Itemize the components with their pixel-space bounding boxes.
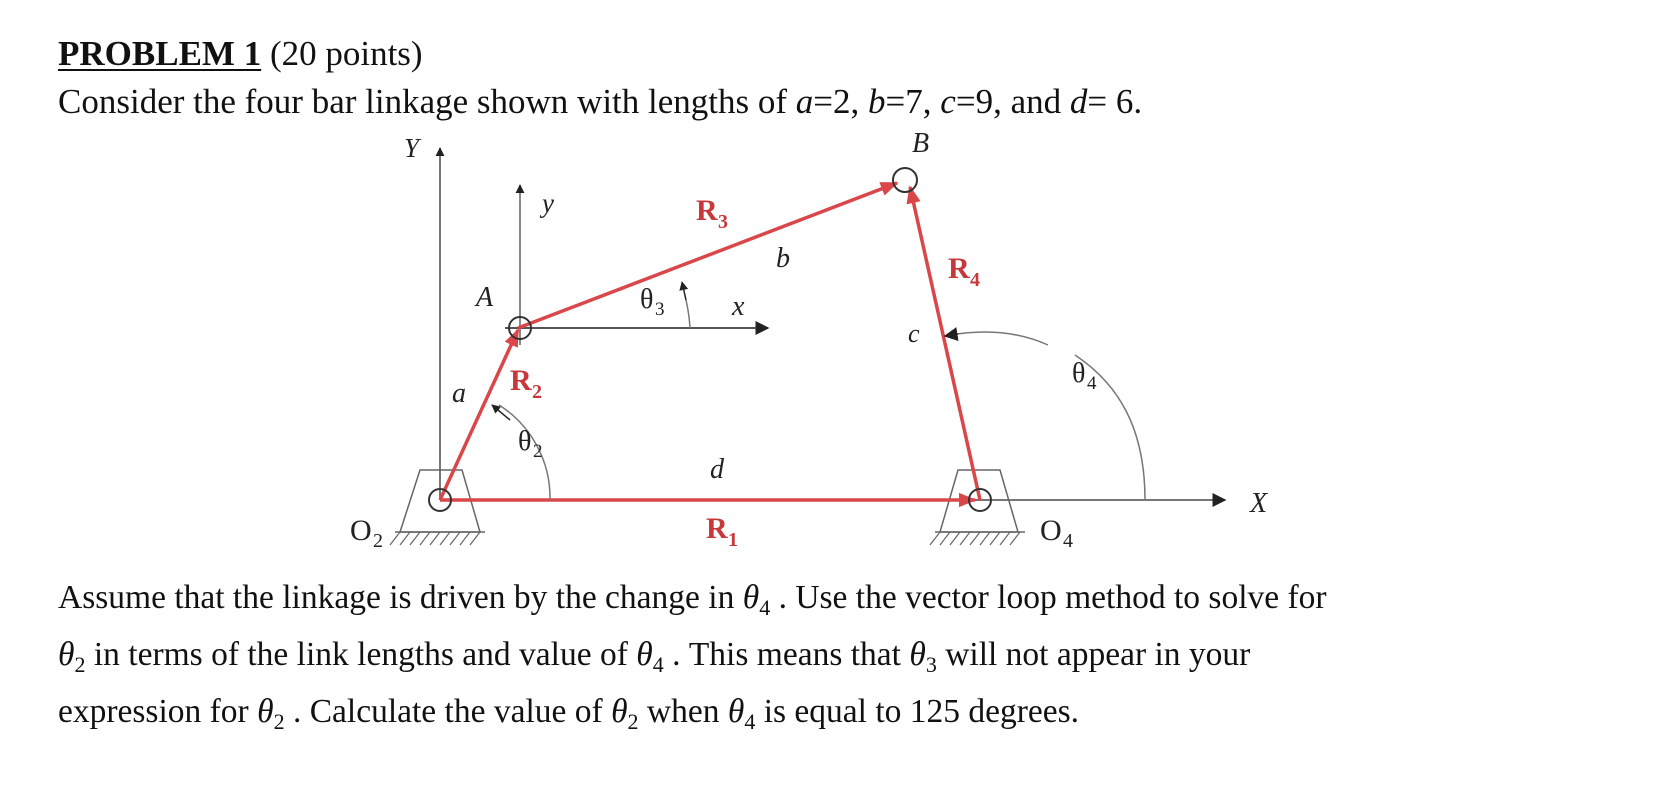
value-d: = 6.: [1087, 82, 1143, 121]
question-text: when: [638, 693, 728, 730]
label-X: X: [1250, 488, 1268, 519]
svg-text:4: 4: [1087, 373, 1097, 394]
label-R1: [706, 512, 738, 551]
question-text: is equal to 125 degrees.: [755, 693, 1080, 730]
theta-symbol: θ: [58, 636, 75, 673]
pin-b: [893, 168, 917, 192]
question-text: . This means that: [663, 636, 910, 673]
svg-text:1: 1: [728, 529, 738, 551]
theta4-arrow: [945, 334, 958, 336]
question-line-1: [58, 578, 1327, 618]
label-d: d: [710, 454, 724, 485]
label-A: A: [476, 282, 494, 313]
theta-subscript: 3: [925, 652, 937, 677]
link-r4: [910, 187, 980, 500]
svg-text:O: O: [1040, 514, 1062, 547]
problem-title: PROBLEM 1: [58, 34, 262, 73]
theta3-arc: [686, 300, 690, 328]
svg-text:2: 2: [373, 530, 383, 552]
label-R2: [510, 364, 542, 403]
var-d: d: [1069, 82, 1088, 121]
question-text: . Calculate the value of: [284, 693, 612, 730]
value-c: =9, and: [955, 82, 1070, 121]
var-c: c: [940, 82, 956, 121]
question-line-3: [58, 692, 1079, 732]
question-text: expression for: [58, 693, 258, 730]
label-theta2: [518, 426, 543, 462]
svg-text:4: 4: [970, 269, 980, 291]
svg-text:2: 2: [532, 381, 542, 403]
theta-subscript: 4: [652, 652, 664, 677]
value-a: =2,: [813, 82, 869, 121]
theta-symbol: θ: [742, 579, 760, 616]
theta-symbol: θ: [636, 636, 653, 673]
label-Y: Y: [404, 133, 420, 163]
theta-subscript: 2: [273, 709, 285, 734]
theta-symbol: θ: [727, 693, 745, 730]
svg-text:R: R: [510, 364, 532, 397]
svg-text:3: 3: [718, 211, 728, 233]
label-theta4: [1072, 358, 1097, 394]
link-r2: [440, 330, 518, 500]
problem-points: (20 points): [269, 34, 423, 73]
theta-subscript: 4: [759, 595, 771, 620]
var-a: a: [795, 82, 814, 121]
label-R3: [696, 194, 728, 233]
theta-subscript: 2: [74, 652, 86, 677]
question-line-2: [58, 635, 1250, 675]
theta-symbol: θ: [909, 636, 926, 673]
var-b: b: [868, 82, 886, 121]
question-text: . Use the vector loop method to solve for: [770, 579, 1327, 616]
theta3-arrow: [682, 282, 686, 300]
label-B: B: [912, 128, 930, 159]
svg-text:θ: θ: [1072, 358, 1086, 389]
theta-subscript: 4: [744, 709, 756, 734]
question-text: will not appear in your: [936, 636, 1251, 673]
svg-text:R: R: [948, 252, 970, 285]
theta-symbol: θ: [257, 693, 274, 730]
question-text: in terms of the link lengths and value of: [85, 636, 637, 673]
label-c: c: [908, 319, 920, 348]
svg-text:O: O: [350, 514, 372, 547]
label-O4: [1040, 514, 1073, 552]
svg-text:4: 4: [1063, 530, 1073, 552]
label-R4: [948, 252, 980, 291]
svg-text:θ: θ: [640, 284, 654, 315]
value-b: =7,: [885, 82, 941, 121]
intro-text: Consider the four bar linkage shown with lengths of: [58, 82, 796, 121]
svg-text:R: R: [696, 194, 718, 227]
theta4-arc-top: [950, 332, 1048, 345]
theta2-arrow: [492, 405, 510, 420]
label-a: a: [452, 378, 466, 409]
svg-text:3: 3: [655, 299, 665, 320]
theta-symbol: θ: [611, 693, 628, 730]
ground-support-o2: [390, 470, 485, 545]
svg-text:R: R: [706, 512, 728, 545]
svg-text:θ: θ: [518, 426, 532, 457]
theta4-arc: [1075, 355, 1145, 500]
label-O2: [350, 514, 383, 552]
label-x: x: [732, 291, 745, 322]
label-y: y: [542, 188, 554, 218]
theta-subscript: 2: [627, 709, 639, 734]
label-b: b: [776, 243, 790, 274]
question-text: Assume that the linkage is driven by the change in: [58, 579, 743, 616]
label-theta3: [640, 284, 665, 320]
svg-text:2: 2: [533, 441, 543, 462]
